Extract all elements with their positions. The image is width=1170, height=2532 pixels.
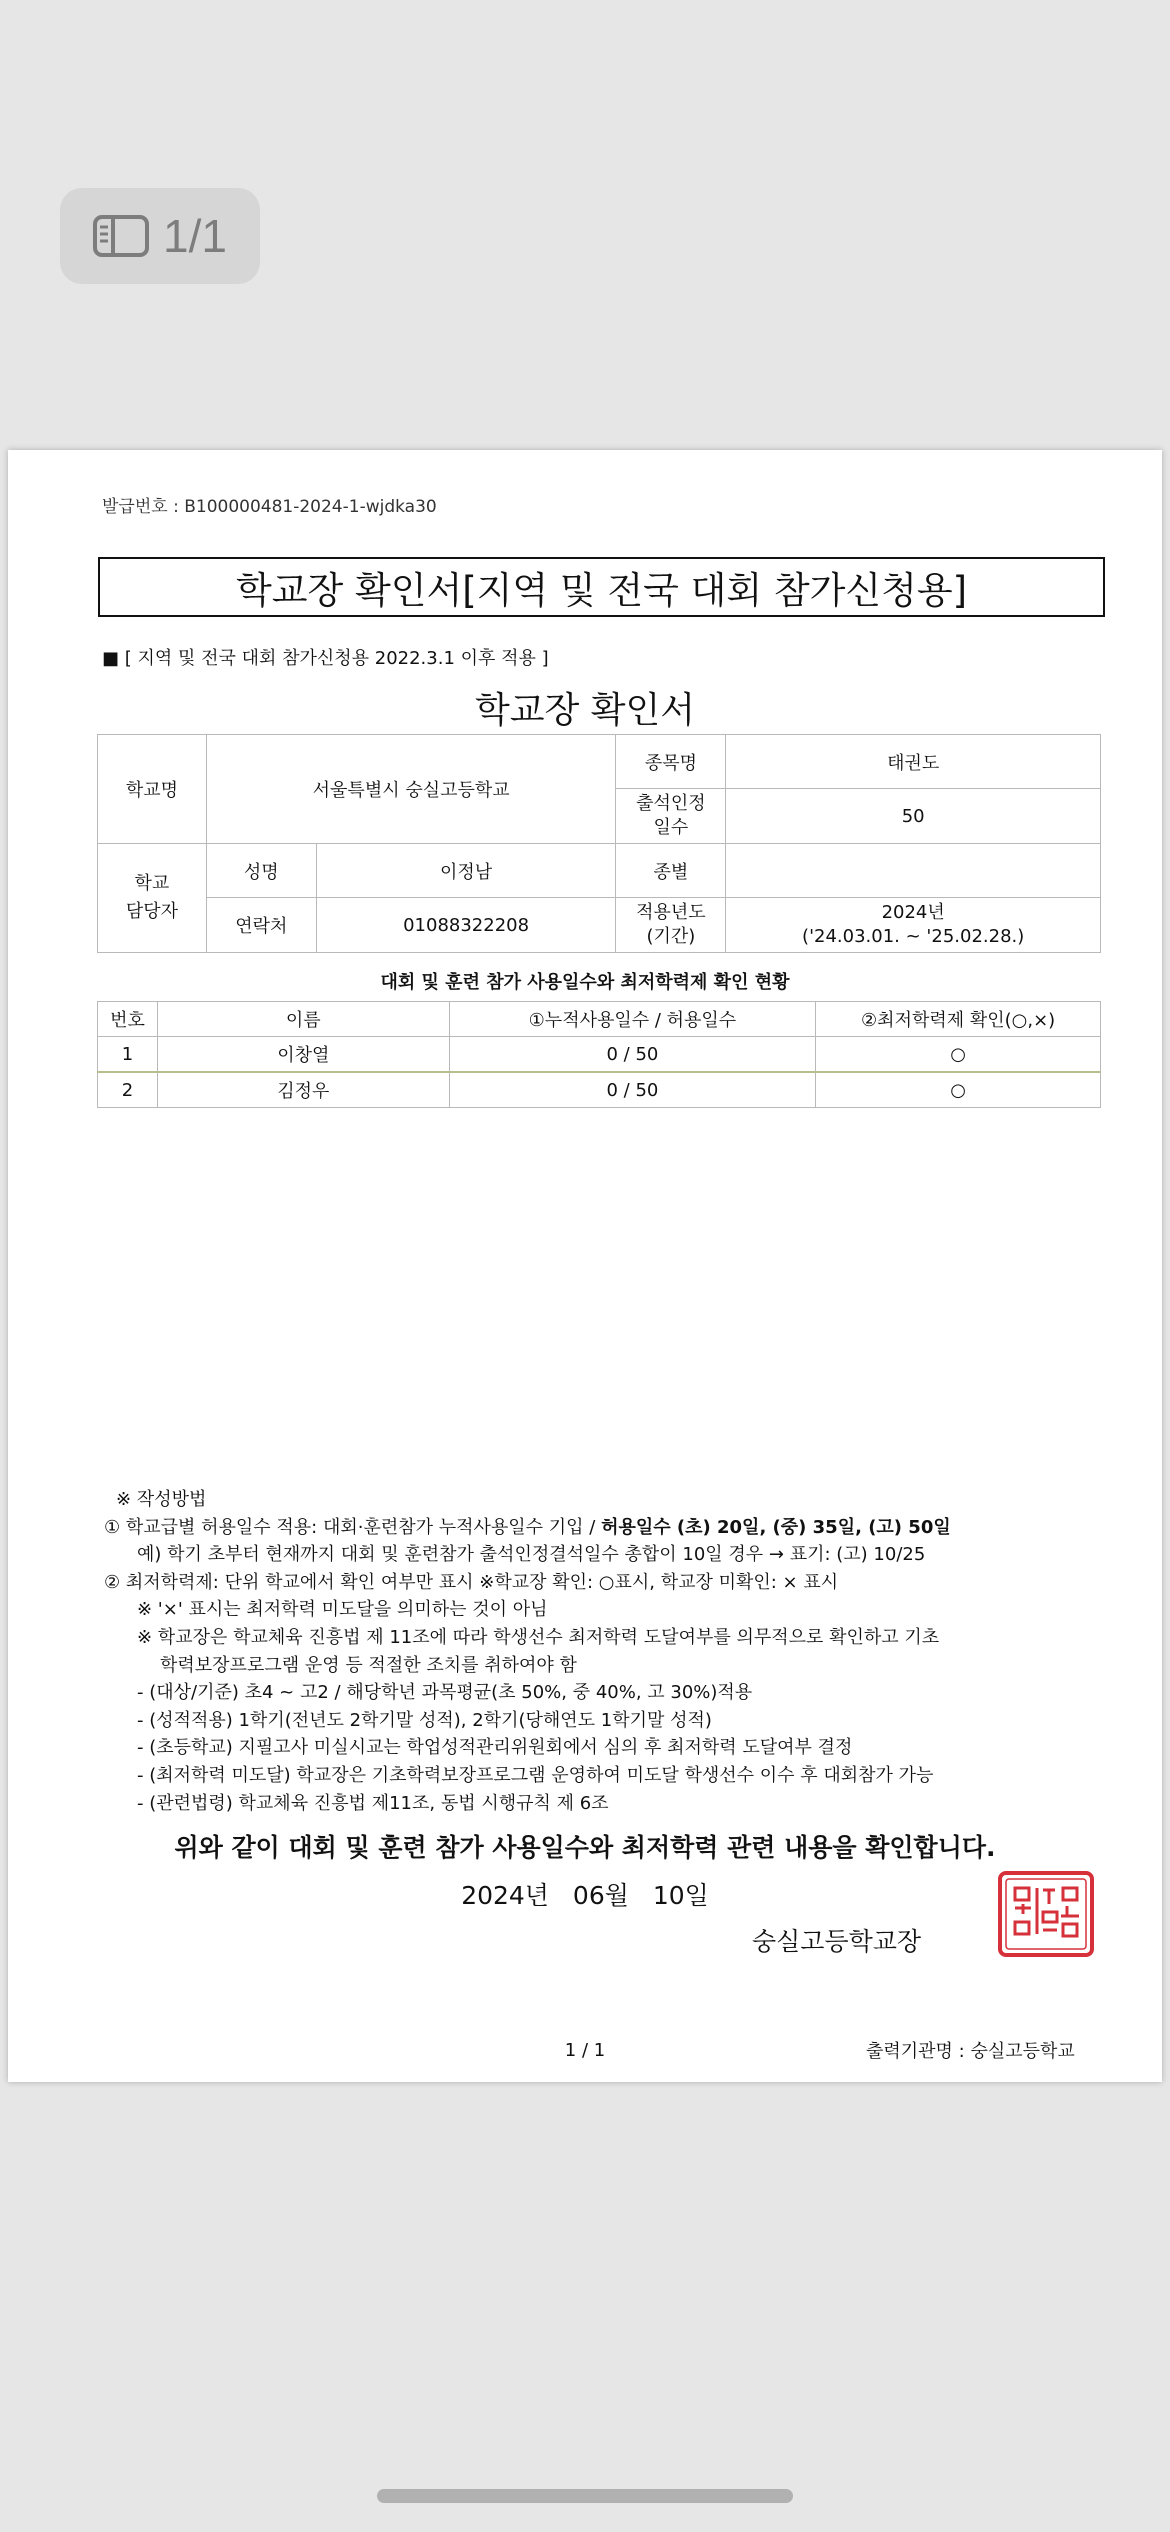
issuing-institution: 출력기관명 : 숭실고등학교 [866,2041,1075,2062]
notes-line1-bold: 허용일수 (초) 20일, (중) 35일, (고) 50일 [601,1516,951,1538]
row-name: 김정우 [157,1072,449,1108]
official-seal-icon [997,1870,1095,1958]
contact-value: 01088322208 [316,898,616,953]
row-check: ○ [816,1037,1101,1073]
header-name: 이름 [157,1002,449,1037]
notes-line: ※ '×' 표시는 최저학력 미도달을 의미하는 것이 아님 [137,1599,548,1621]
header-check: ②최저학력제 확인(○,×) [816,1002,1101,1037]
sidebar-icon [93,215,149,257]
issue-number: 발급번호 : B100000481-2024-1-wjdka30 [102,497,437,517]
attendance-value: 50 [726,789,1101,844]
notes-header: ※ 작성방법 [116,1489,207,1510]
table-row [98,1072,1101,1108]
date-year: 2024년 [461,1881,549,1910]
row-days: 0 / 50 [449,1072,816,1108]
year-label: 적용년도 (기간) [616,898,726,953]
notes-line: 예) 학기 초부터 현재까지 대회 및 훈련참가 출석인정결석일수 총합이 10일 경우 → 표기: (고) 10/25 [137,1544,926,1566]
confirmation-statement: 위와 같이 대회 및 훈련 참가 사용일수와 최저학력 관련 내용을 확인합니다. [174,1833,996,1862]
name-label: 성명 [206,844,316,898]
contact-label: 연락처 [206,898,316,953]
writing-instructions [104,1486,1104,1817]
year-value: 2024년 ('24.03.01. ~ '25.02.28.) [726,898,1101,953]
home-indicator[interactable] [377,2489,793,2503]
stats-title: 대회 및 훈련 참가 사용일수와 최저학력제 확인 현황 [380,972,790,993]
date-month: 06월 [572,1881,629,1910]
name-value: 이정남 [316,844,616,898]
document-subtitle: ■ [ 지역 및 전국 대회 참가신청용 2022.3.1 이후 적용 ] [102,648,549,669]
document-heading: 학교장 확인서 [474,690,696,731]
page-indicator-button[interactable] [60,188,260,284]
date-day: 10일 [652,1881,709,1910]
page-number: 1 / 1 [564,2040,606,2061]
page-counter: 1/1 [163,210,227,262]
row-number: 1 [98,1037,158,1073]
school-name-value: 서울특별시 숭실고등학교 [206,735,616,844]
notes-line: - (초등학교) 지필고사 미실시교는 학업성적관리위원회에서 심의 후 최저학력 도달여부 결정 [137,1737,853,1759]
row-name: 이창열 [157,1037,449,1073]
notes-line: - (성적적용) 1학기(전년도 2학기말 성적), 2학기(당해연도 1학기말 성적) [137,1709,712,1731]
category-value [726,844,1101,898]
document-title: 학교장 확인서[지역 및 전국 대회 참가신청용] [98,557,1105,617]
stats-header-row [98,1002,1101,1037]
row-days: 0 / 50 [449,1037,816,1073]
issue-date [8,1876,1162,1912]
notes-line1-prefix: ① 학교급별 허용일수 적용: 대회·훈련참가 누적사용일수 기입 / [104,1516,602,1538]
row-check: ○ [816,1072,1101,1108]
notes-line: - (대상/기준) 초4 ~ 고2 / 해당학년 과목평균(초 50%, 중 40%, 고 30%)적용 [137,1682,753,1704]
notes-line [104,1514,1104,1542]
category-label: 종별 [616,844,726,898]
notes-line: ② 최저학력제: 단위 학교에서 확인 여부만 표시 ※학교장 확인: ○표시, 학교장 미확인: × 표시 [104,1571,839,1593]
notes-line: - (관련법령) 학교체육 진흥법 제11조, 동법 시행규칙 제 6조 [137,1792,609,1814]
stats-table [97,1001,1101,1108]
notes-line: ※ 학교장은 학교체육 진흥법 제 11조에 따라 학생선수 최저학력 도달여부를 의무적으로 확인하고 기초 [137,1626,940,1648]
document-page[interactable] [8,450,1162,2082]
school-info-table [97,734,1101,953]
principal-signature: 숭실고등학교장 [752,1927,922,1956]
header-number: 번호 [98,1002,158,1037]
notes-line: - (최저학력 미도달) 학교장은 기초학력보장프로그램 운영하여 미도달 학생선수 이수 후 대회참가 가능 [137,1764,934,1786]
event-value: 태권도 [726,735,1101,789]
event-label: 종목명 [616,735,726,789]
row-number: 2 [98,1072,158,1108]
header-days: ①누적사용일수 / 허용일수 [449,1002,816,1037]
manager-label: 학교 담당자 [98,844,207,953]
attendance-label: 출석인정 일수 [616,789,726,844]
school-name-label: 학교명 [98,735,207,844]
notes-line: 학력보장프로그램 운영 등 적절한 조치를 취하여야 함 [160,1654,577,1676]
table-row [98,1037,1101,1073]
